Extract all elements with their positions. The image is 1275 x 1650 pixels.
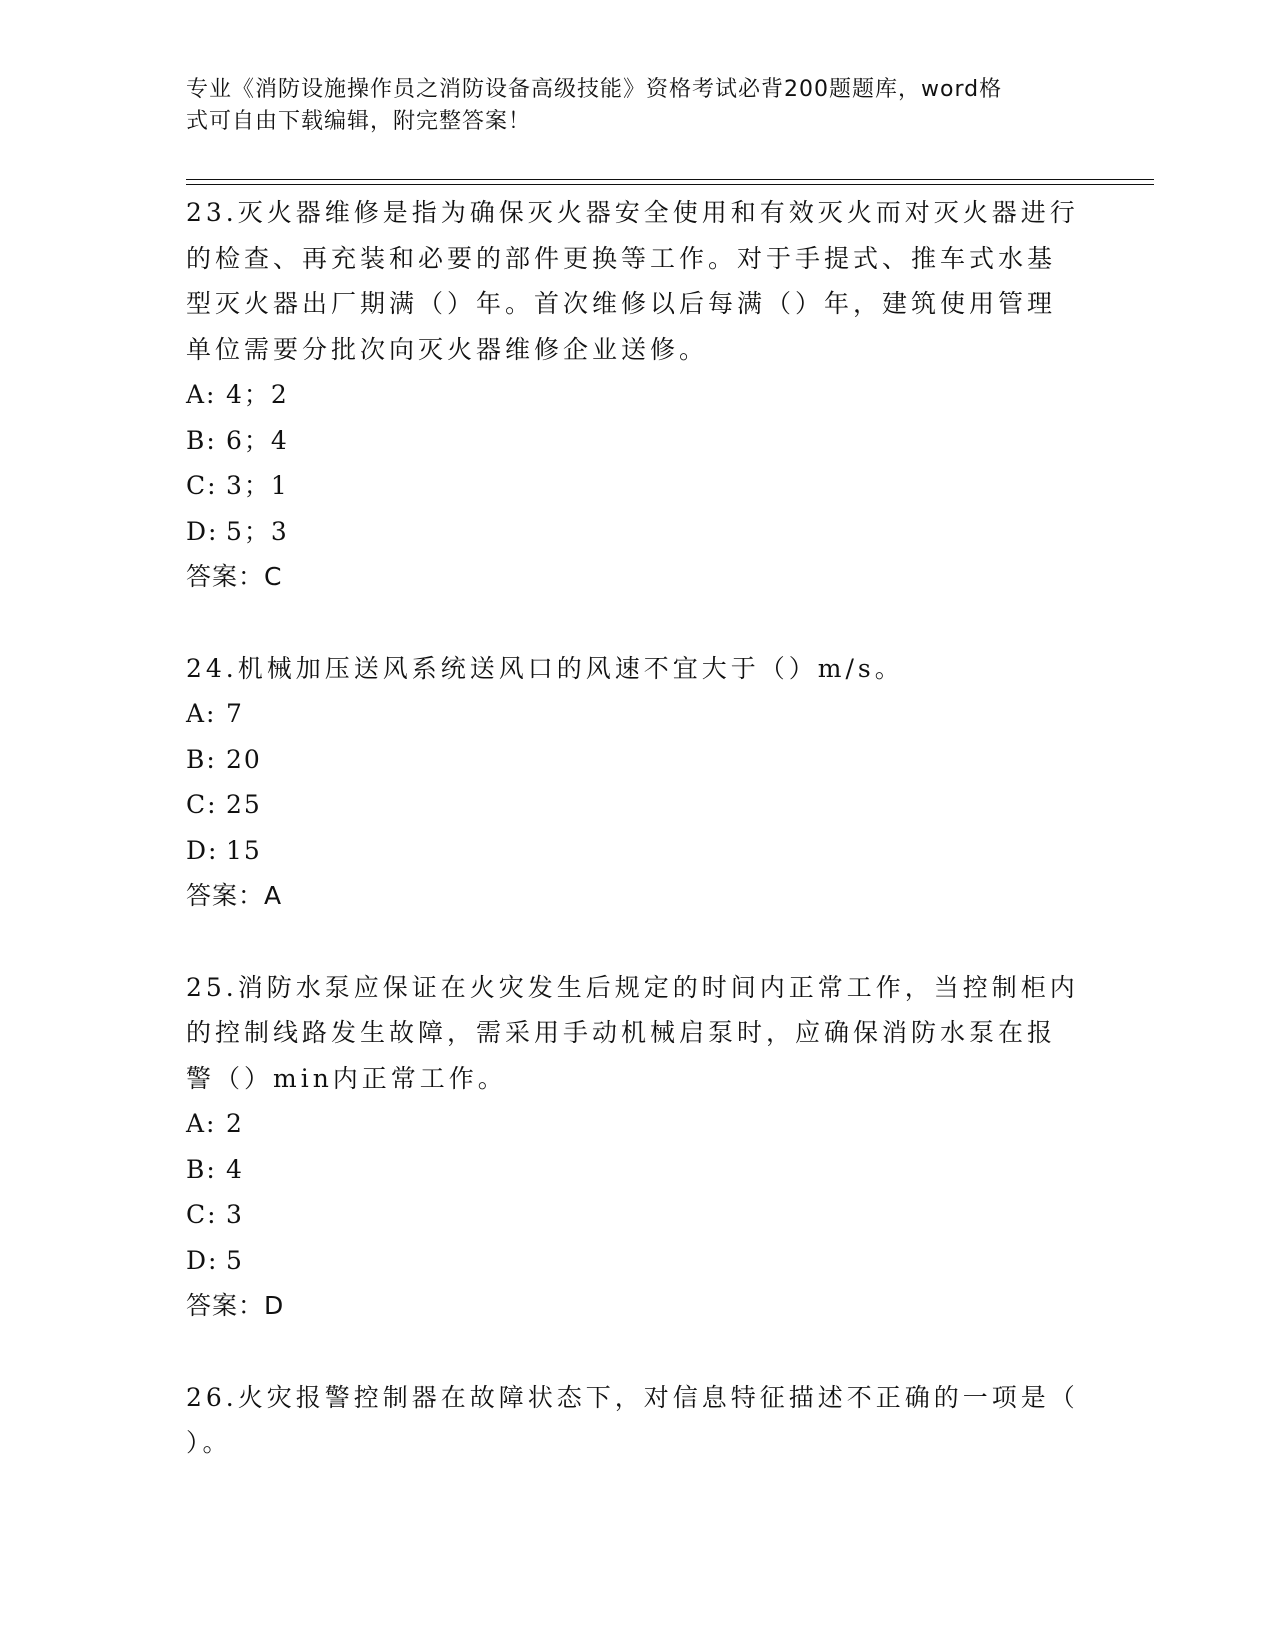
option-c [186,463,1086,509]
option-b [186,737,1086,783]
document-header [186,74,1066,138]
option-d [186,509,1086,555]
option-letter: D: [186,516,219,546]
option-letter: A: [186,1109,217,1138]
option-letter: B: [186,744,217,774]
option-text: 6；4 [226,425,289,455]
answer-line: 答案：D [186,1291,285,1320]
question-stem-line: 单位需要分批次向灭火器维修企业送修。 [186,334,709,364]
option-letter: B: [186,425,217,455]
option-letter: C: [186,790,218,819]
option-a [186,372,1086,418]
question-23 [186,190,1086,600]
option-d [186,1238,1086,1284]
question-list [186,190,1086,1512]
question-stem-line: 的控制线路发生故障，需采用手动机械启泵时，应确保消防水泵在报 [186,1018,1057,1047]
answer-line: 答案：C [186,562,283,591]
option-text: 4；2 [226,380,289,409]
header-divider-top [186,179,1154,180]
header-divider-bottom [186,184,1154,185]
option-a [186,691,1086,737]
option-a [186,1101,1086,1147]
question-stem-line: ）。 [186,1428,232,1457]
question-stem-line: 25.消防水泵应保证在火灾发生后规定的时间内正常工作，当控制柜内 [186,972,1079,1002]
option-text: 25 [226,790,262,819]
option-text: 5 [226,1245,244,1275]
option-text: 5；3 [226,516,289,546]
question-stem-line: 型灭火器出厂期满（）年。首次维修以后每满（）年，建筑使用管理 [186,289,1057,318]
option-text: 15 [226,835,262,865]
option-c [186,1192,1086,1238]
option-letter: A: [186,699,217,728]
question-stem-line: 23.灭火器维修是指为确保灭火器安全使用和有效灭火而对灭火器进行 [186,198,1079,227]
option-letter: D: [186,835,219,865]
option-b [186,1147,1086,1193]
header-line-2: 式可自由下载编辑，附完整答案！ [186,109,532,134]
question-stem-line: 的检查、再充装和必要的部件更换等工作。对于手提式、推车式水基 [186,243,1057,273]
option-letter: D: [186,1245,219,1275]
option-b [186,418,1086,464]
option-d [186,828,1086,874]
option-text: 2 [226,1109,244,1138]
option-text: 3 [226,1200,244,1229]
question-26 [186,1375,1086,1466]
option-c [186,782,1086,828]
option-text: 7 [226,699,244,728]
answer-line: 答案：A [186,881,283,910]
option-letter: C: [186,1200,218,1229]
option-text: 4 [226,1154,244,1184]
header-line-1: 专业《消防设施操作员之消防设备高级技能》资格考试必背200题题库，word格 [186,77,1003,102]
question-stem-line: 警（）min内正常工作。 [186,1063,507,1093]
question-stem-line: 24.机械加压送风系统送风口的风速不宜大于（）m/s。 [186,653,904,683]
question-stem-line: 26.火灾报警控制器在故障状态下，对信息特征描述不正确的一项是（ [186,1382,1079,1412]
option-text: 20 [226,744,262,774]
option-letter: C: [186,471,218,500]
question-24 [186,646,1086,919]
option-letter: A: [186,380,217,409]
option-text: 3；1 [226,471,289,500]
option-letter: B: [186,1154,217,1184]
question-25 [186,965,1086,1329]
